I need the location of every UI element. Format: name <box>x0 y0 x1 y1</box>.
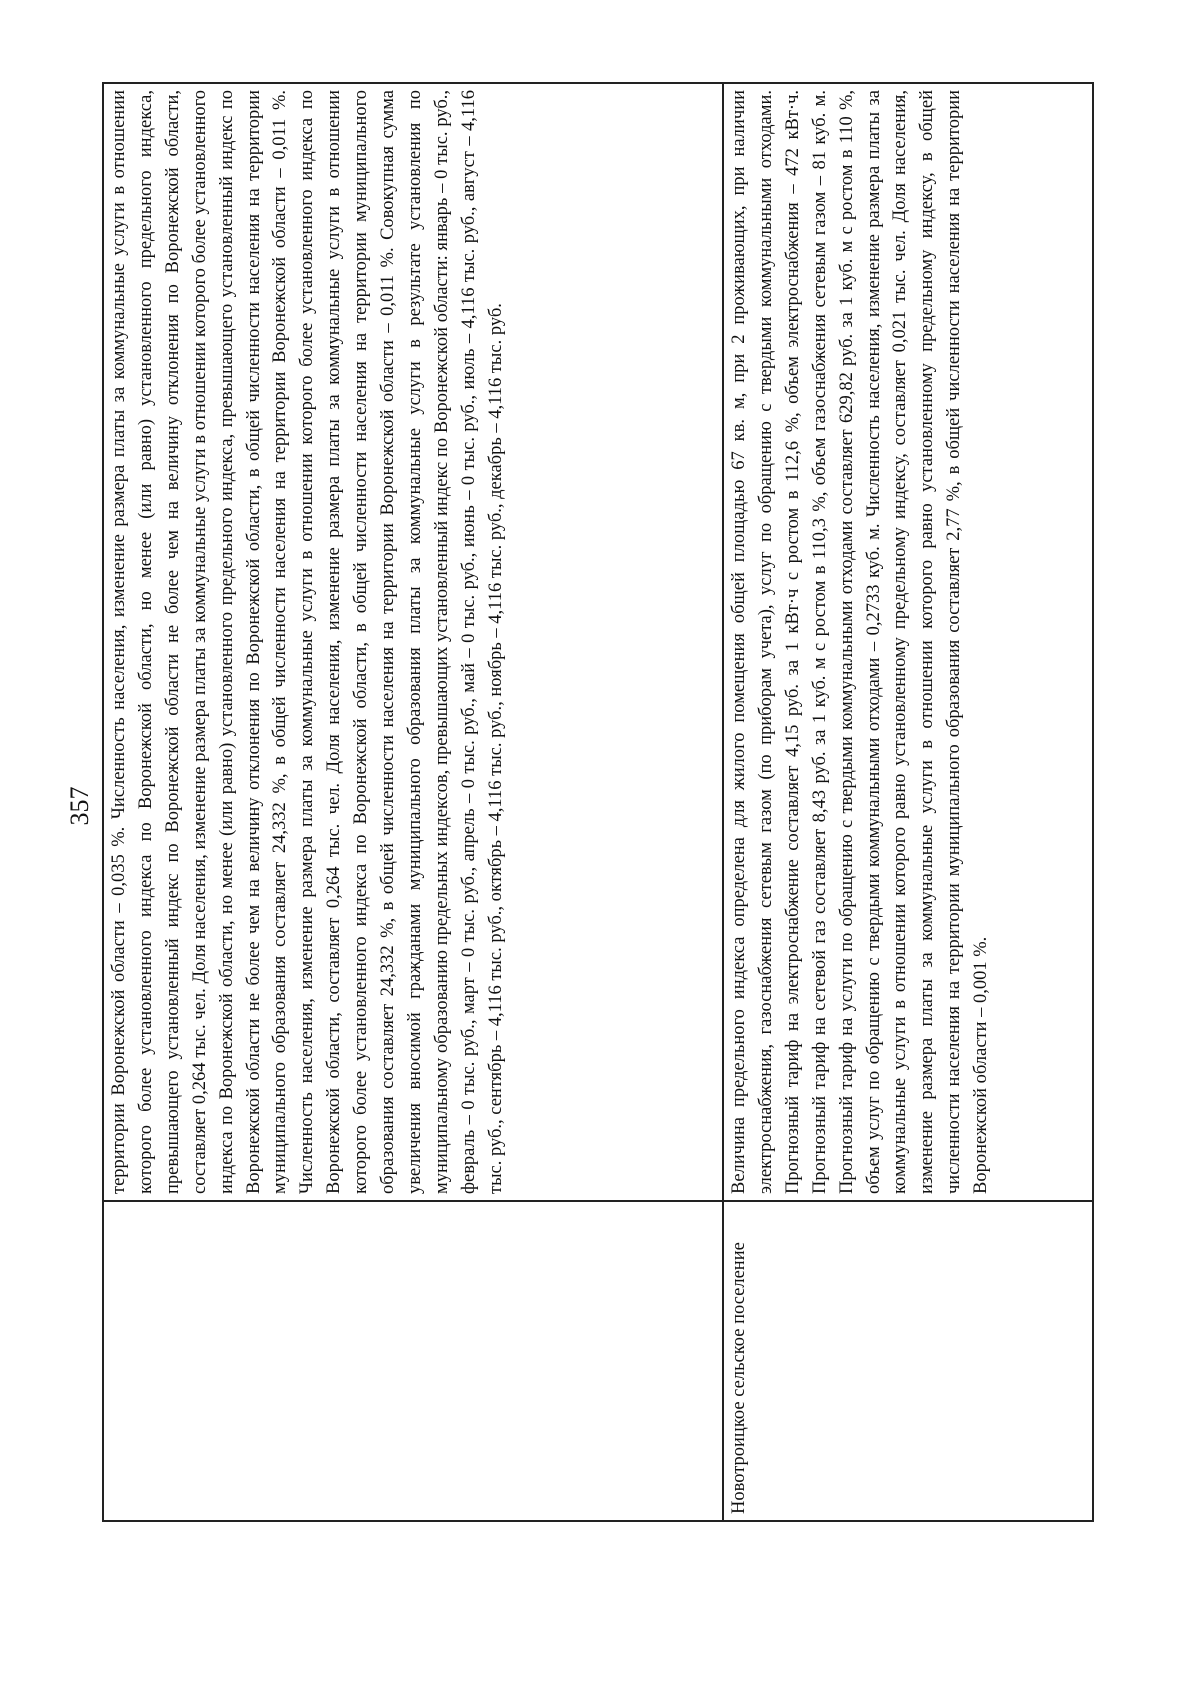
rotated-table-container <box>102 82 1092 1522</box>
settlement-name-cell: Новотроицкое сельское поселение <box>723 1201 1093 1521</box>
indices-table <box>102 82 1094 1522</box>
description-cell: территории Воронежской области – 0,035 %. Численность населения, изменение размера платы за коммунальные услуги в отношении которого более установленного индекса по Воронежской области, но менее (или равно) установленного предельного индекса, превышающего установленный индекс по Воронежской области не более чем на величину отклонения по Воронежской области, составляет 0,264 тыс. чел. Доля населения, изменение размера платы за коммунальные услуги в отношении которого более установленного индекса по Воронежской области, но менее (или равно) установленного предельного индекса, превышающего установленный индекс по Воронежской области не более чем на величину отклонения по Воронежской области, в общей численности населения на территории муниципального образования составляет 24,332 %, в общей численности населения на территории Воронежской области – 0,011 %. Численность населения, изменение размера платы за коммунальные услуги в отношении которого более установленного индекса по Воронежской области, составляет 0,264 тыс. чел. Доля населения, изменение размера платы за коммунальные услуги в отношении которого более установленного индекса по Воронежской области, в общей численности населения на территории муниципального образования составляет 24,332 %, в общей численности населения на территории Воронежской области – 0,011 %. Совокупная сумма увеличения вносимой гражданами муниципального образования платы за коммунальные услуги в результате установления по муниципальному образованию предельных индексов, превышающих установленный индекс по Воронежской области: январь – 0 тыс. руб., февраль – 0 тыс. руб., март – 0 тыс. руб., апрель – 0 тыс. руб., май – 0 тыс. руб., июнь – 0 тыс. руб., июль – 4,116 тыс. руб., август – 4,116 тыс. руб., сентябрь – 4,116 тыс. руб., октябрь – 4,116 тыс. руб., ноябрь – 4,116 тыс. руб., декабрь – 4,116 тыс. руб. <box>103 83 723 1201</box>
table-row <box>723 83 1093 1521</box>
description-cell: Величина предельного индекса определена для жилого помещения общей площадью 67 кв. м, при 2 проживающих, при наличии электроснабжения, газоснабжения сетевым газом (по приборам учета), услуг по обращению с твердыми коммунальными отходами. Прогнозный тариф на электроснабжение составляет 4,15 руб. за 1 кВт·ч с ростом в 112,6 %, объем электроснабжения – 472 кВт·ч. Прогнозный тариф на сетевой газ составляет 8,43 руб. за 1 куб. м с ростом в 110,3 %, объем газоснабжения сетевым газом – 81 куб. м. Прогнозный тариф на услуги по обращению с твердыми коммунальными отходами составляет 629,82 руб. за 1 куб. м с ростом в 110 %, объем услуг по обращению с твердыми коммунальными отходами – 0,2733 куб. м. Численность населения, изменение размера платы за коммунальные услуги в отношении которого равно установленному предельному индексу, составляет 0,021 тыс. чел. Доля населения, изменение размера платы за коммунальные услуги в отношении которого равно установленному предельному индексу, в общей численности населения на территории муниципального образования составляет 2,77 %, в общей численности населения на территории Воронежской области – 0,001 %. <box>723 83 1093 1201</box>
settlement-name-cell <box>103 1201 723 1521</box>
page-number: 357 <box>65 786 94 826</box>
table-row <box>103 83 723 1521</box>
